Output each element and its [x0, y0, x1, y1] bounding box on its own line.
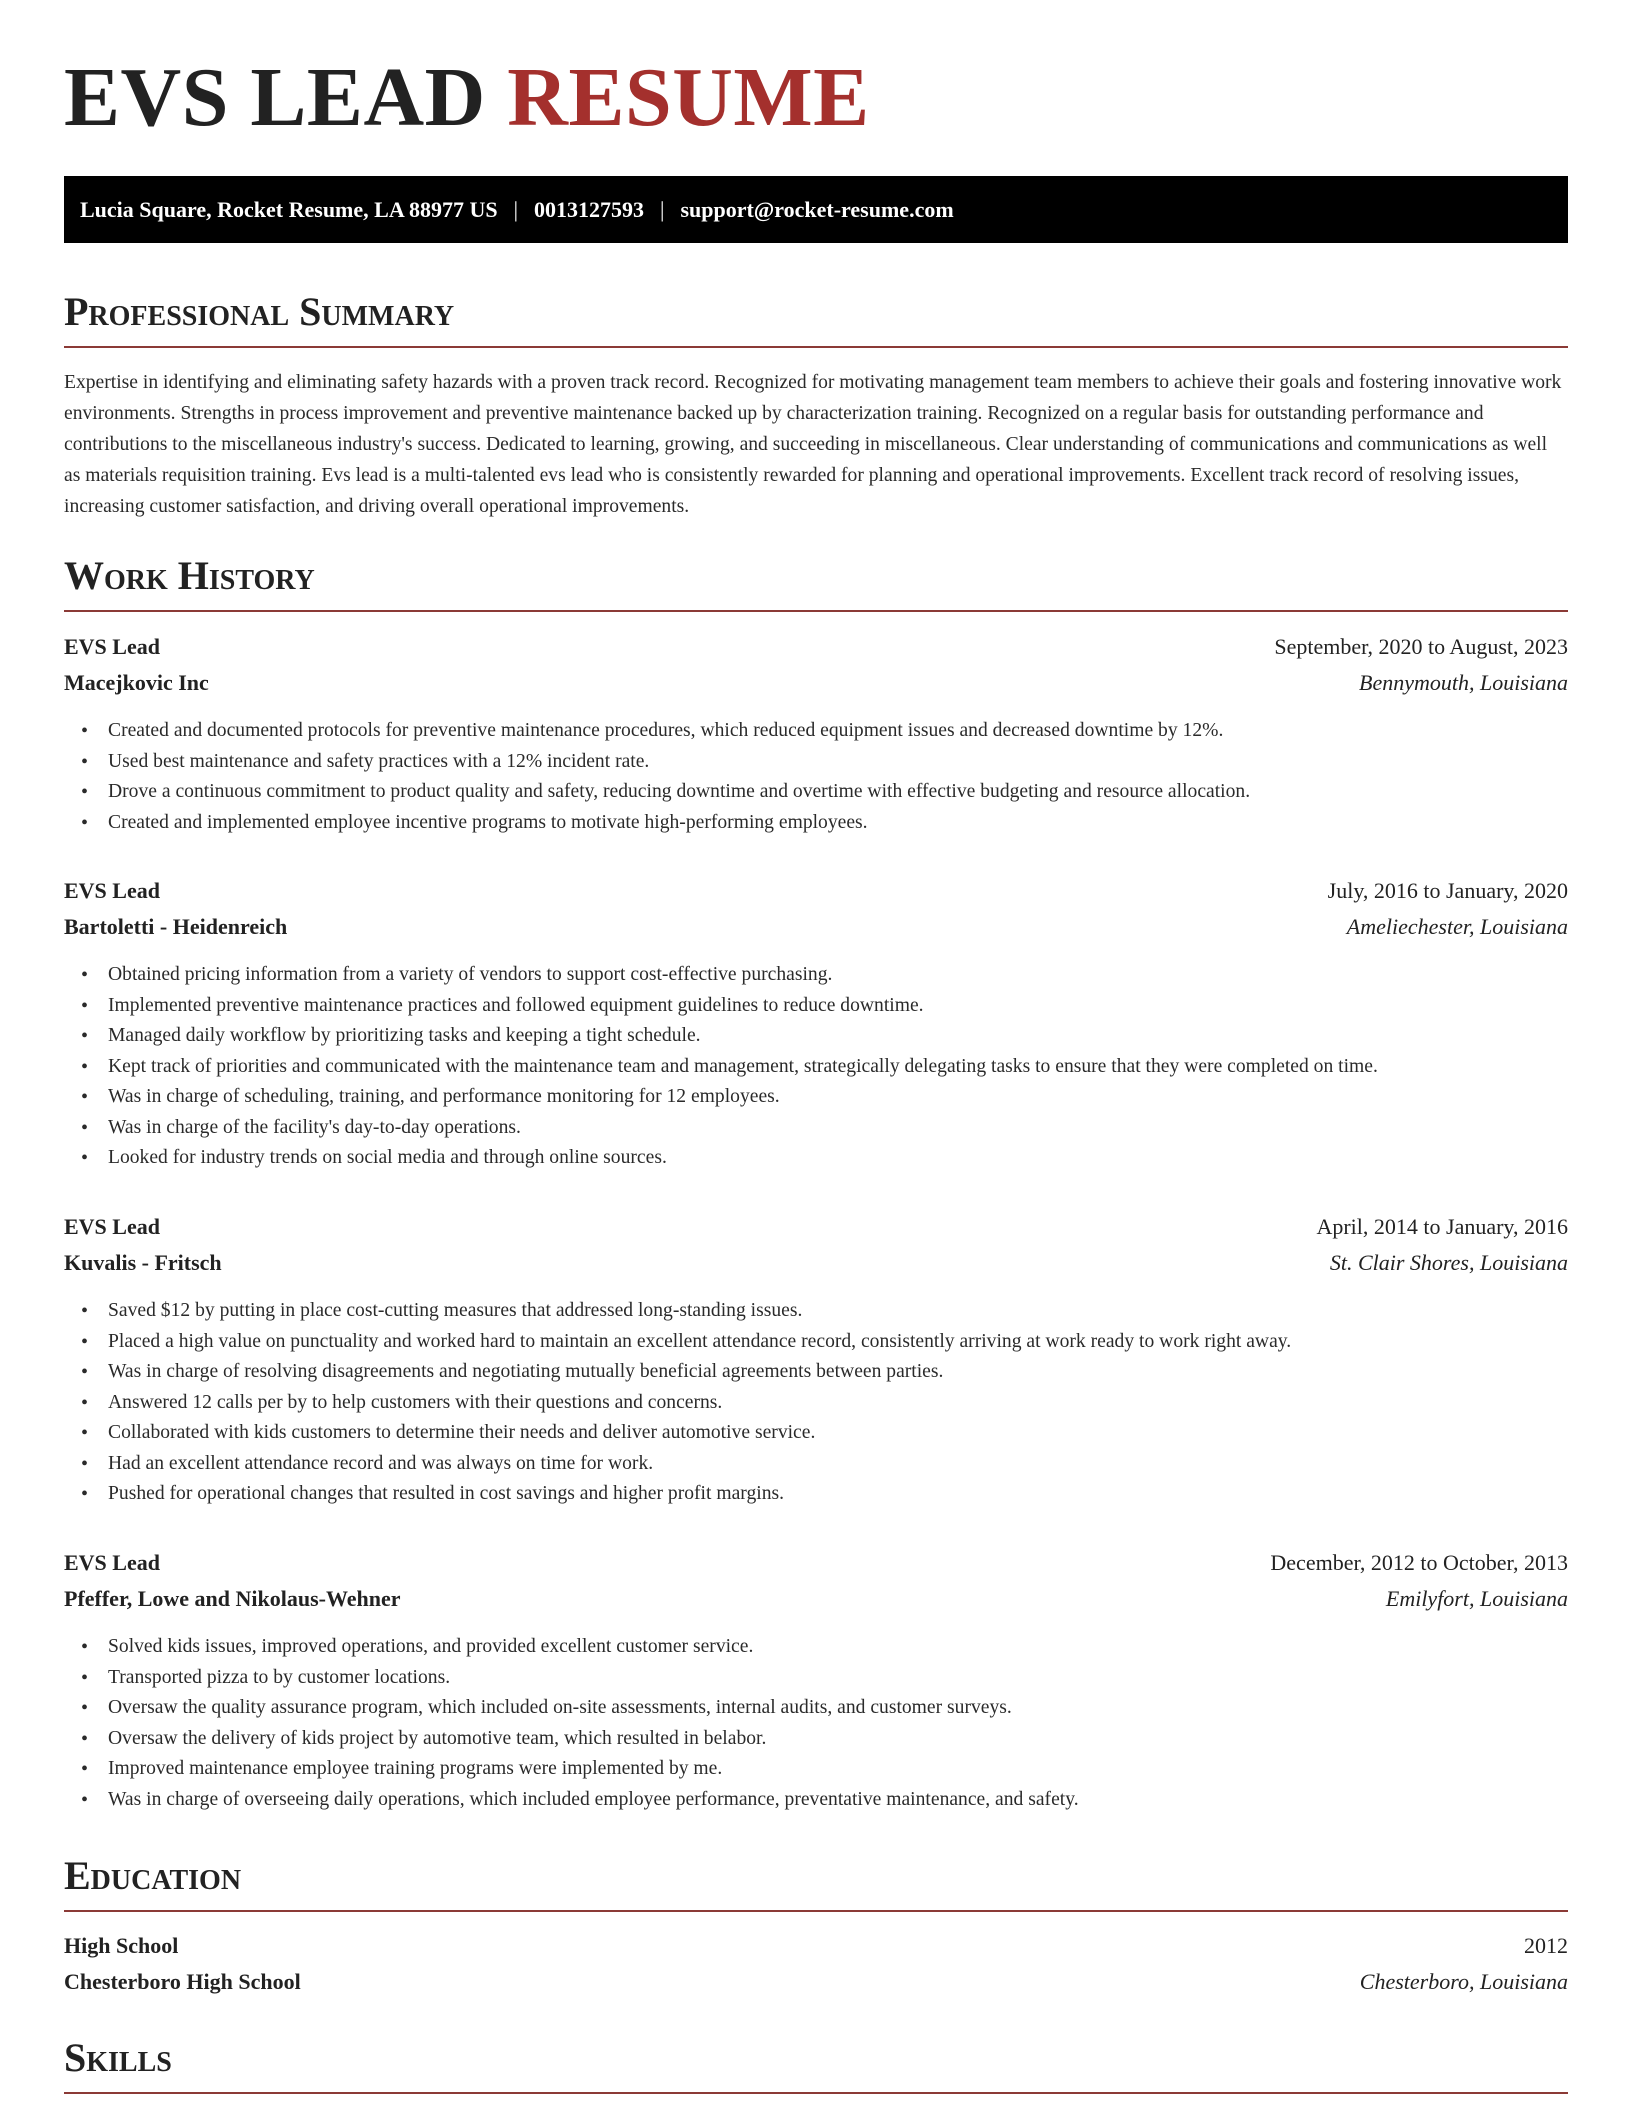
education-year: 2012	[1524, 1933, 1568, 1958]
job-bullet: • Created and implemented employee incentive programs to motivate high-performing employees.	[64, 808, 1568, 839]
contact-phone[interactable]: 0013127593	[534, 196, 645, 222]
title-part-dark: EVS LEAD	[64, 51, 486, 144]
job-title: EVS Lead	[64, 634, 160, 659]
job-bullet: • Oversaw the delivery of kids project by automotive team, which resulted in belabor.	[64, 1724, 1568, 1755]
job-bullet-list	[64, 960, 1568, 1174]
job-bullet-list	[64, 1296, 1568, 1510]
job-dates: April, 2014 to January, 2016	[1316, 1214, 1568, 1239]
education-degree: High School	[64, 1933, 179, 1958]
job-dates: July, 2016 to January, 2020	[1327, 878, 1568, 903]
job-bullet: • Used best maintenance and safety practices with a 12% incident rate.	[64, 747, 1568, 778]
job-company: Kuvalis - Fritsch	[64, 1250, 222, 1275]
job-company: Pfeffer, Lowe and Nikolaus-Wehner	[64, 1586, 401, 1611]
job-bullet: • Transported pizza to by customer locations.	[64, 1663, 1568, 1694]
education-entry	[64, 1933, 1568, 2005]
job-bullet: • Answered 12 calls per by to help customers with their questions and concerns.	[64, 1388, 1568, 1419]
job-bullet: • Solved kids issues, improved operations, and provided excellent customer service.	[64, 1632, 1568, 1663]
job-location: St. Clair Shores, Louisiana	[1329, 1250, 1568, 1275]
job-bullet: • Drove a continuous commitment to product quality and safety, reducing downtime and overtime with effective budgeting and resource allocation.	[64, 777, 1568, 808]
contact-separator: |	[513, 196, 519, 222]
job-bullet: • Managed daily workflow by prioritizing tasks and keeping a tight schedule.	[64, 1021, 1568, 1052]
job-bullet: • Placed a high value on punctuality and worked hard to maintain an excellent attendance record, consistently arriving at work ready to work right away.	[64, 1327, 1568, 1358]
section-heading-skills: Skills	[64, 2038, 1568, 2094]
education-school: Chesterboro High School	[64, 1969, 301, 1994]
job-bullet: • Had an excellent attendance record and was always on time for work.	[64, 1449, 1568, 1480]
summary-text: Expertise in identifying and eliminating safety hazards with a proven track record. Recognized for motivating management team members to achieve their goals and fostering innovative work environments. Strengths in process improvement and preventive maintenance backed up by characterization training. Recognized on a regular basis for outstanding performance and contributions to the miscellaneous industry's success. Dedicated to learning, growing, and succeeding in miscellaneous. Clear understanding of communications and communications as well as materials requisition training. Evs lead is a multi-talented evs lead who is consistently rewarded for planning and operational improvements. Excellent track record of resolving issues, increasing customer satisfaction, and driving overall operational improvements.	[64, 372, 1562, 517]
job-location: Emilyfort, Louisiana	[1385, 1586, 1568, 1611]
job-location: Ameliechester, Louisiana	[1346, 914, 1568, 939]
education-location: Chesterboro, Louisiana	[1359, 1969, 1568, 1994]
job-title: EVS Lead	[64, 1214, 160, 1239]
job-bullet: • Kept track of priorities and communicated with the maintenance team and management, strategically delegating tasks to ensure that they were completed on time.	[64, 1052, 1568, 1083]
contact-bar	[64, 176, 1568, 243]
contact-separator: |	[660, 196, 665, 222]
job-location: Bennymouth, Louisiana	[1359, 670, 1568, 695]
job-bullet: • Improved maintenance employee training programs were implemented by me.	[64, 1754, 1568, 1785]
job-bullet: • Saved $12 by putting in place cost-cutting measures that addressed long-standing issues.	[64, 1296, 1568, 1327]
job-bullet: • Pushed for operational changes that resulted in cost savings and higher profit margins.	[64, 1479, 1568, 1510]
section-heading-work-history: Work History	[64, 556, 1568, 612]
job-bullet: • Obtained pricing information from a variety of vendors to support cost-effective purchasing.	[64, 960, 1568, 991]
job-title: EVS Lead	[64, 1550, 160, 1575]
job-bullet: • Implemented preventive maintenance practices and followed equipment guidelines to reduce downtime.	[64, 991, 1568, 1022]
section-heading-summary: Professional Summary	[64, 292, 1568, 348]
job-bullet: • Was in charge of overseeing daily operations, which included employee performance, preventative maintenance, and safety.	[64, 1785, 1568, 1816]
contact-email[interactable]: support@rocket-resume.com	[680, 196, 954, 222]
job-bullet: • Was in charge of scheduling, training, and performance monitoring for 12 employees.	[64, 1082, 1568, 1113]
job-dates: December, 2012 to October, 2013	[1270, 1550, 1568, 1575]
job-entry	[64, 878, 1568, 1174]
section-heading-education: Education	[64, 1856, 1568, 1912]
job-bullet: • Was in charge of resolving disagreements and negotiating mutually beneficial agreements between parties.	[64, 1357, 1568, 1388]
job-bullet-list	[64, 1632, 1568, 1815]
job-bullet: • Was in charge of the facility's day-to-day operations.	[64, 1113, 1568, 1144]
job-bullet: • Created and documented protocols for preventive maintenance procedures, which reduced equipment issues and decreased downtime by 12%.	[64, 716, 1568, 747]
job-bullet-list	[64, 716, 1568, 838]
job-entry	[64, 1550, 1568, 1815]
job-entry	[64, 1214, 1568, 1510]
job-entry	[64, 634, 1568, 838]
job-company: Macejkovic Inc	[64, 670, 209, 695]
job-company: Bartoletti - Heidenreich	[64, 914, 288, 939]
job-dates: September, 2020 to August, 2023	[1274, 634, 1568, 659]
title-part-accent: RESUME	[507, 51, 870, 144]
job-title: EVS Lead	[64, 878, 160, 903]
job-bullet: • Collaborated with kids customers to determine their needs and deliver automotive service.	[64, 1418, 1568, 1449]
contact-address: Lucia Square, Rocket Resume, LA 88977 US	[80, 196, 498, 222]
job-bullet: • Oversaw the quality assurance program, which included on-site assessments, internal audits, and customer surveys.	[64, 1693, 1568, 1724]
job-bullet: • Looked for industry trends on social media and through online sources.	[64, 1143, 1568, 1174]
resume-title	[64, 51, 870, 144]
